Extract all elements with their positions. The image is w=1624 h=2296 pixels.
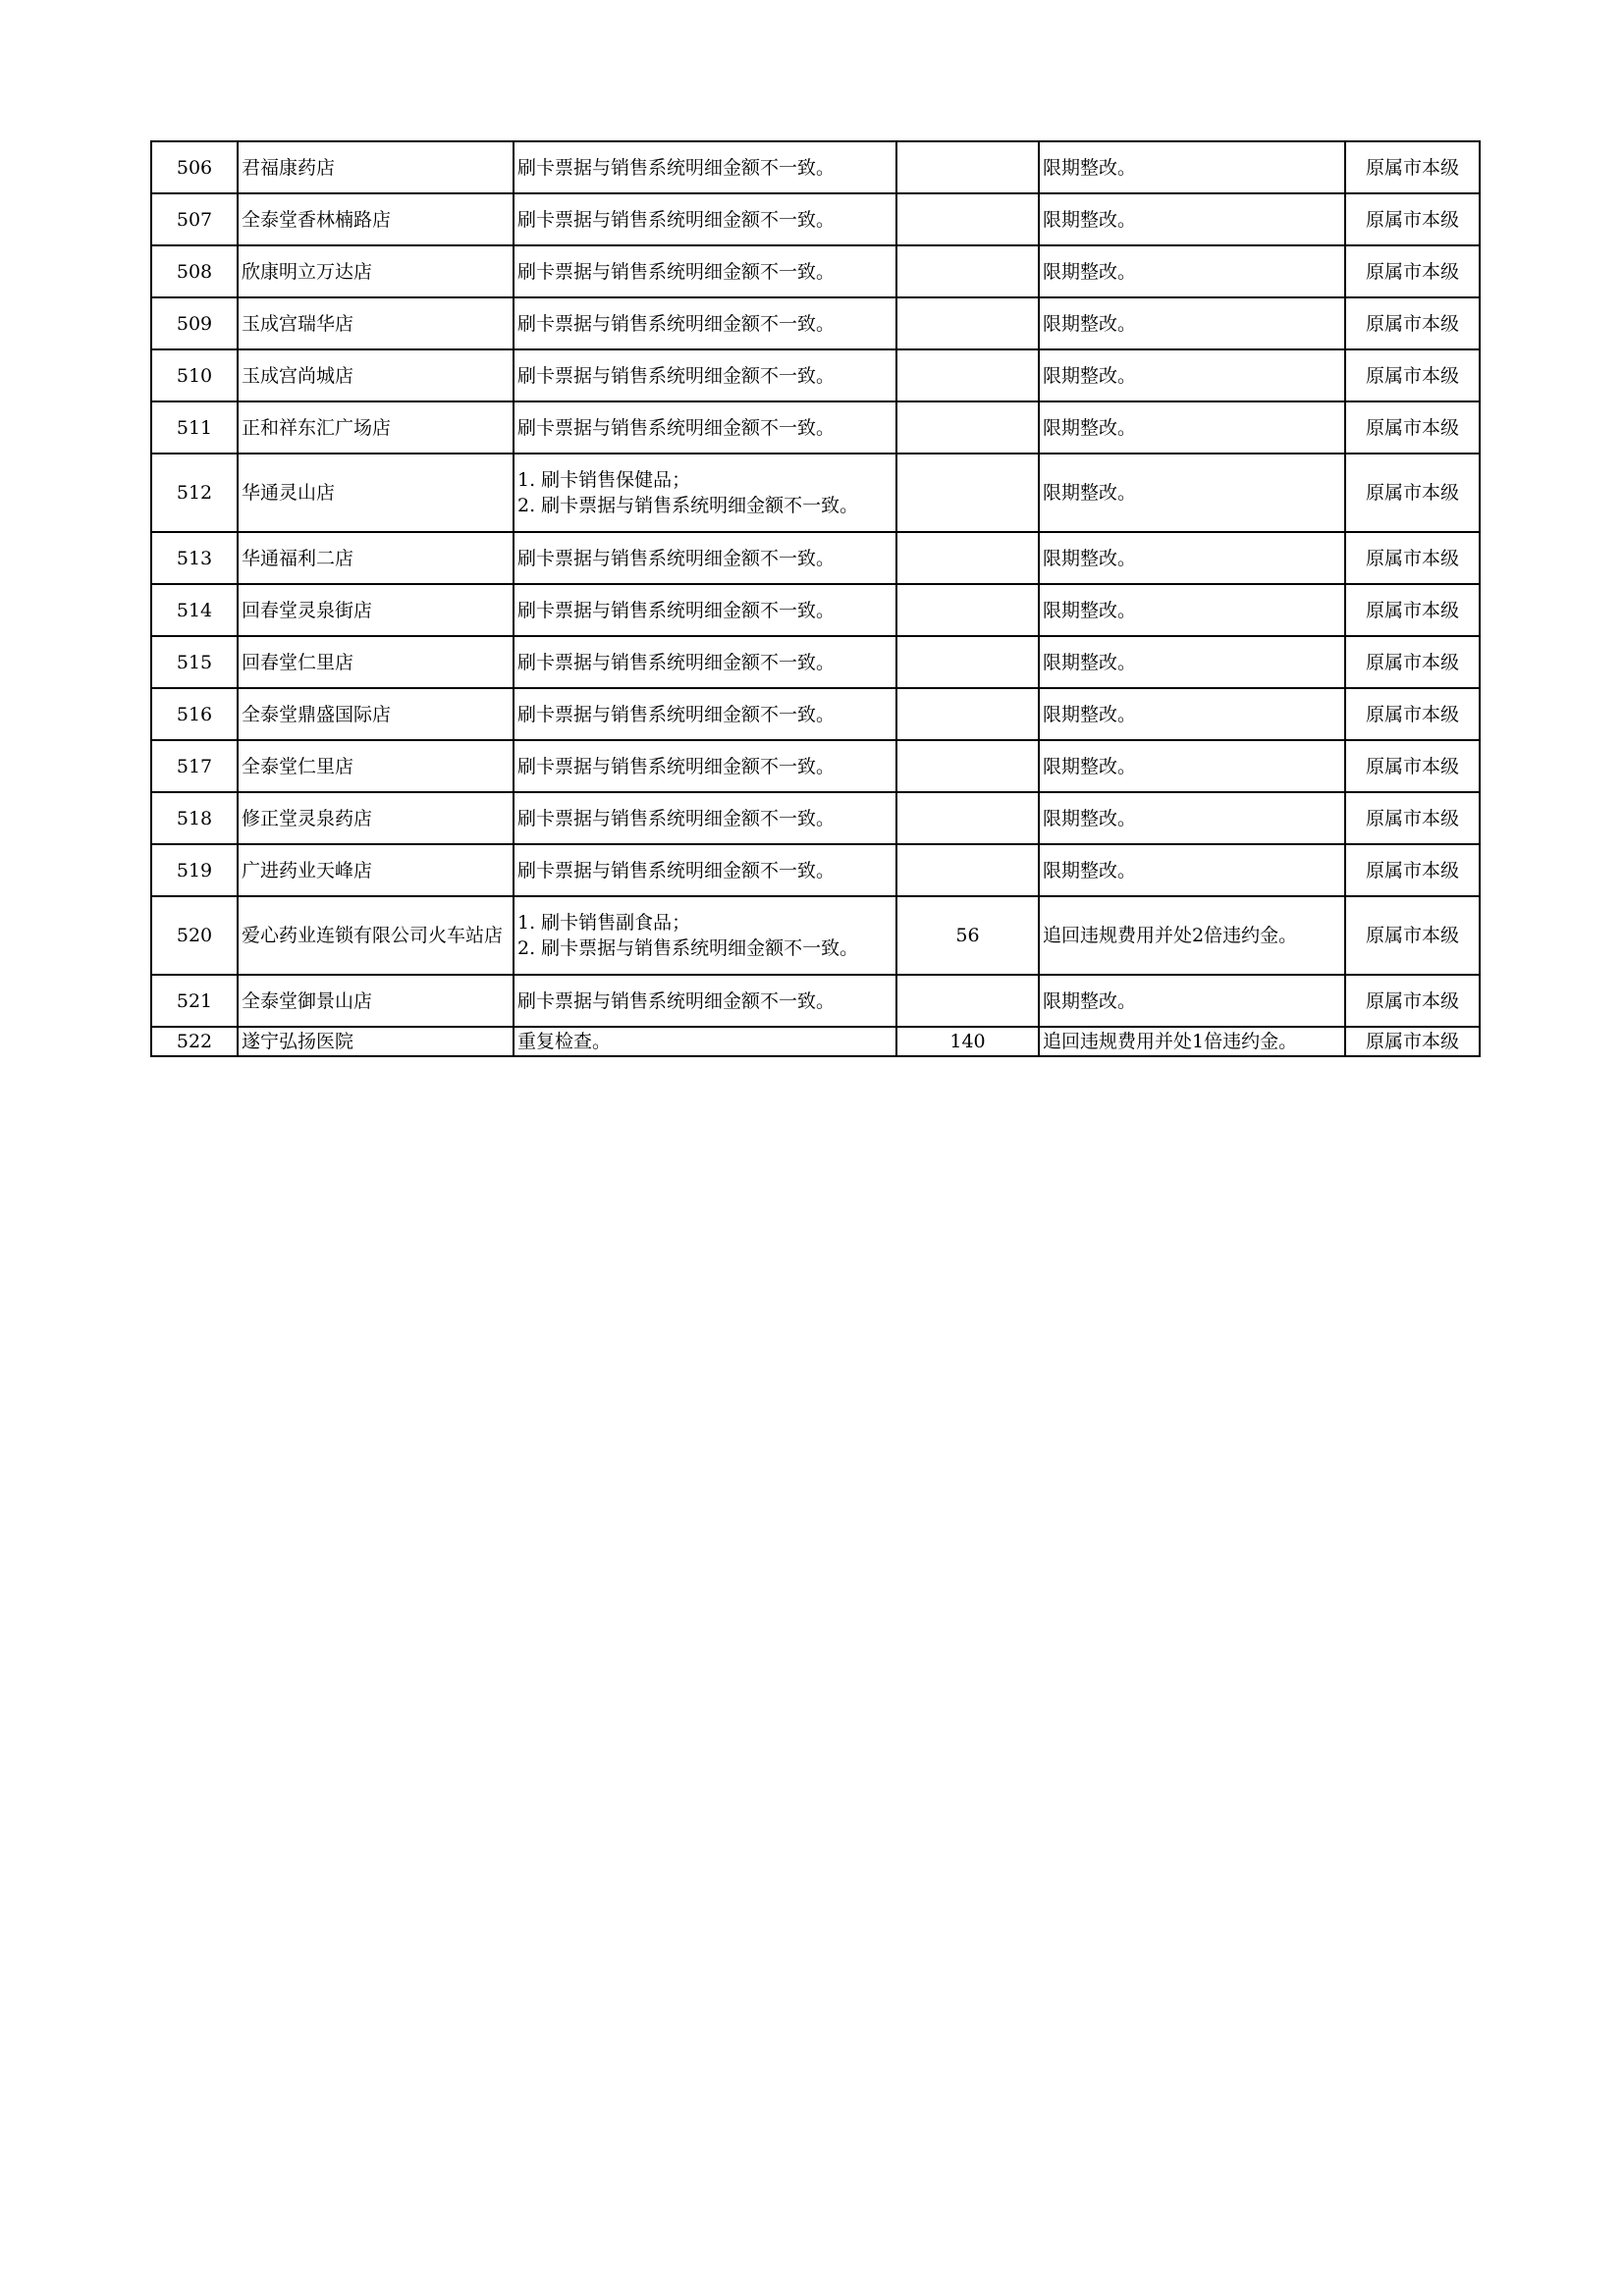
issue-description <box>514 975 896 1027</box>
issue-description <box>514 740 896 792</box>
action-taken: 限期整改。 <box>1039 141 1345 193</box>
jurisdiction: 原属市本级 <box>1345 297 1480 349</box>
institution-name: 遂宁弘扬医院 <box>238 1027 514 1056</box>
issue-description <box>514 297 896 349</box>
issue-description <box>514 401 896 454</box>
institution-name: 修正堂灵泉药店 <box>238 792 514 844</box>
row-number: 509 <box>151 297 238 349</box>
row-number: 519 <box>151 844 238 896</box>
amount <box>896 193 1039 245</box>
issue-description <box>514 532 896 584</box>
issue-description <box>514 193 896 245</box>
row-number: 514 <box>151 584 238 636</box>
violations-table <box>150 140 1481 1057</box>
row-number: 508 <box>151 245 238 297</box>
institution-name: 回春堂灵泉街店 <box>238 584 514 636</box>
issue-line: 2. 刷卡票据与销售系统明细金额不一致。 <box>517 495 859 516</box>
amount <box>896 245 1039 297</box>
action-taken: 限期整改。 <box>1039 636 1345 688</box>
amount <box>896 844 1039 896</box>
jurisdiction: 原属市本级 <box>1345 454 1480 532</box>
table-row <box>151 844 1480 896</box>
issue-line: 刷卡票据与销售系统明细金额不一致。 <box>517 156 836 179</box>
amount <box>896 141 1039 193</box>
jurisdiction: 原属市本级 <box>1345 688 1480 740</box>
jurisdiction: 原属市本级 <box>1345 844 1480 896</box>
action-taken: 限期整改。 <box>1039 245 1345 297</box>
issue-line: 刷卡票据与销售系统明细金额不一致。 <box>517 208 836 231</box>
row-number: 516 <box>151 688 238 740</box>
institution-name: 玉成宫瑞华店 <box>238 297 514 349</box>
row-number: 522 <box>151 1027 238 1056</box>
institution-name: 欣康明立万达店 <box>238 245 514 297</box>
issue-description <box>514 245 896 297</box>
row-number: 515 <box>151 636 238 688</box>
issue-description <box>514 454 896 532</box>
amount <box>896 975 1039 1027</box>
issue-line: 刷卡票据与销售系统明细金额不一致。 <box>517 651 836 673</box>
table-row <box>151 636 1480 688</box>
issue-line: 2. 刷卡票据与销售系统明细金额不一致。 <box>517 937 859 959</box>
institution-name: 华通福利二店 <box>238 532 514 584</box>
issue-description <box>514 844 896 896</box>
action-taken: 限期整改。 <box>1039 401 1345 454</box>
amount <box>896 297 1039 349</box>
row-number: 512 <box>151 454 238 532</box>
issue-line: 1. 刷卡销售副食品； <box>517 912 691 934</box>
action-taken: 限期整改。 <box>1039 584 1345 636</box>
issue-description <box>514 584 896 636</box>
institution-name: 全泰堂香林楠路店 <box>238 193 514 245</box>
issue-line: 刷卡票据与销售系统明细金额不一致。 <box>517 364 836 387</box>
institution-name: 爱心药业连锁有限公司火车站店 <box>238 896 514 975</box>
row-number: 511 <box>151 401 238 454</box>
issue-line: 刷卡票据与销售系统明细金额不一致。 <box>517 989 836 1012</box>
row-number: 517 <box>151 740 238 792</box>
table-row <box>151 193 1480 245</box>
table-row <box>151 297 1480 349</box>
institution-name: 全泰堂仁里店 <box>238 740 514 792</box>
jurisdiction: 原属市本级 <box>1345 1027 1480 1056</box>
table-body <box>151 141 1480 1056</box>
issue-line: 刷卡票据与销售系统明细金额不一致。 <box>517 755 836 777</box>
table-row <box>151 584 1480 636</box>
table-row <box>151 141 1480 193</box>
institution-name: 华通灵山店 <box>238 454 514 532</box>
jurisdiction: 原属市本级 <box>1345 141 1480 193</box>
jurisdiction: 原属市本级 <box>1345 792 1480 844</box>
action-taken: 限期整改。 <box>1039 688 1345 740</box>
institution-name: 全泰堂御景山店 <box>238 975 514 1027</box>
jurisdiction: 原属市本级 <box>1345 896 1480 975</box>
amount <box>896 454 1039 532</box>
action-taken: 限期整改。 <box>1039 349 1345 401</box>
issue-line: 刷卡票据与销售系统明细金额不一致。 <box>517 416 836 439</box>
table-row <box>151 454 1480 532</box>
issue-description <box>514 141 896 193</box>
table-row <box>151 688 1480 740</box>
action-taken: 限期整改。 <box>1039 844 1345 896</box>
amount <box>896 532 1039 584</box>
issue-line: 刷卡票据与销售系统明细金额不一致。 <box>517 703 836 725</box>
issue-description <box>514 792 896 844</box>
jurisdiction: 原属市本级 <box>1345 349 1480 401</box>
row-number: 518 <box>151 792 238 844</box>
table-row <box>151 401 1480 454</box>
issue-line: 刷卡票据与销售系统明细金额不一致。 <box>517 547 836 569</box>
action-taken: 限期整改。 <box>1039 193 1345 245</box>
amount <box>896 740 1039 792</box>
action-taken: 限期整改。 <box>1039 532 1345 584</box>
jurisdiction: 原属市本级 <box>1345 532 1480 584</box>
action-taken: 限期整改。 <box>1039 792 1345 844</box>
amount <box>896 349 1039 401</box>
table-row <box>151 792 1480 844</box>
row-number: 520 <box>151 896 238 975</box>
row-number: 513 <box>151 532 238 584</box>
issue-line: 刷卡票据与销售系统明细金额不一致。 <box>517 807 836 829</box>
table-row <box>151 245 1480 297</box>
jurisdiction: 原属市本级 <box>1345 636 1480 688</box>
issue-line: 刷卡票据与销售系统明细金额不一致。 <box>517 599 836 621</box>
institution-name: 君福康药店 <box>238 141 514 193</box>
amount: 56 <box>896 896 1039 975</box>
amount <box>896 584 1039 636</box>
table-row <box>151 975 1480 1027</box>
issue-description <box>514 688 896 740</box>
issue-line: 刷卡票据与销售系统明细金额不一致。 <box>517 312 836 335</box>
table-row <box>151 896 1480 975</box>
issue-line: 1. 刷卡销售保健品； <box>517 469 691 491</box>
institution-name: 广进药业天峰店 <box>238 844 514 896</box>
issue-line: 刷卡票据与销售系统明细金额不一致。 <box>517 260 836 283</box>
jurisdiction: 原属市本级 <box>1345 245 1480 297</box>
institution-name: 正和祥东汇广场店 <box>238 401 514 454</box>
row-number: 506 <box>151 141 238 193</box>
institution-name: 玉成宫尚城店 <box>238 349 514 401</box>
table-row <box>151 532 1480 584</box>
issue-description <box>514 1027 896 1056</box>
amount <box>896 688 1039 740</box>
table-row <box>151 740 1480 792</box>
row-number: 521 <box>151 975 238 1027</box>
amount <box>896 636 1039 688</box>
jurisdiction: 原属市本级 <box>1345 401 1480 454</box>
institution-name: 回春堂仁里店 <box>238 636 514 688</box>
amount: 140 <box>896 1027 1039 1056</box>
jurisdiction: 原属市本级 <box>1345 975 1480 1027</box>
action-taken: 限期整改。 <box>1039 740 1345 792</box>
institution-name: 全泰堂鼎盛国际店 <box>238 688 514 740</box>
issue-description <box>514 896 896 975</box>
table-row <box>151 1027 1480 1056</box>
jurisdiction: 原属市本级 <box>1345 584 1480 636</box>
issue-description <box>514 636 896 688</box>
action-taken: 限期整改。 <box>1039 454 1345 532</box>
action-taken: 追回违规费用并处1倍违约金。 <box>1039 1027 1345 1056</box>
row-number: 510 <box>151 349 238 401</box>
jurisdiction: 原属市本级 <box>1345 740 1480 792</box>
issue-line: 重复检查。 <box>517 1031 612 1052</box>
issue-description <box>514 349 896 401</box>
action-taken: 限期整改。 <box>1039 297 1345 349</box>
action-taken: 限期整改。 <box>1039 975 1345 1027</box>
amount <box>896 401 1039 454</box>
jurisdiction: 原属市本级 <box>1345 193 1480 245</box>
issue-line: 刷卡票据与销售系统明细金额不一致。 <box>517 859 836 881</box>
row-number: 507 <box>151 193 238 245</box>
action-taken: 追回违规费用并处2倍违约金。 <box>1039 896 1345 975</box>
amount <box>896 792 1039 844</box>
table-row <box>151 349 1480 401</box>
